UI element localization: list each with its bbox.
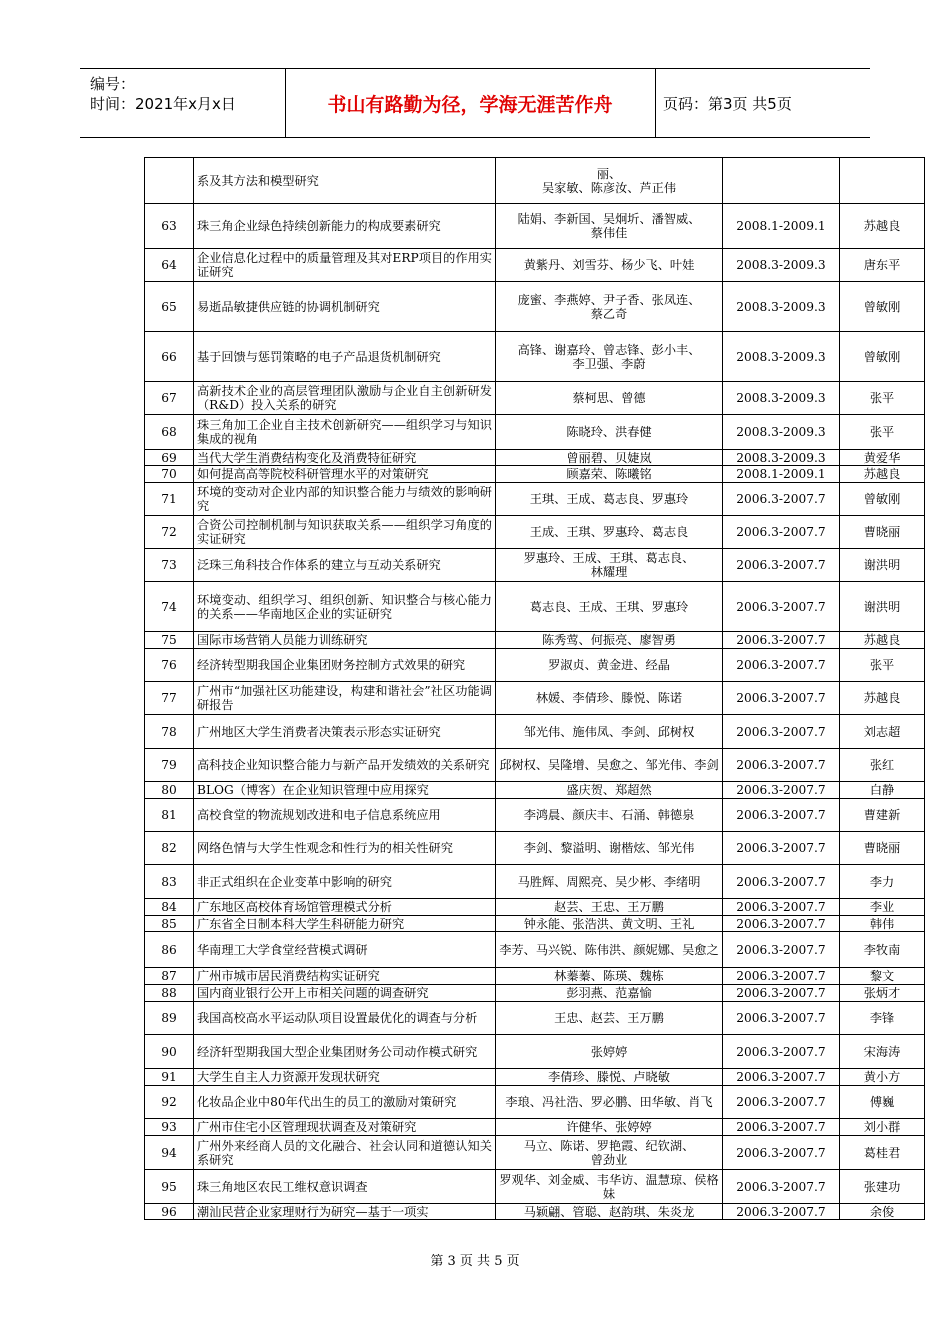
table-row	[145, 985, 925, 1002]
project-period: 2008.1-2009.1	[723, 466, 840, 483]
page-label: 页码：第3页 共5页	[663, 94, 792, 113]
project-members: 罗淑贞、黄金进、经晶	[496, 649, 723, 682]
project-lead: 曹晓丽	[840, 516, 925, 549]
project-lead: 黎文	[840, 968, 925, 985]
row-number: 73	[145, 549, 194, 582]
project-lead: 黄小方	[840, 1069, 925, 1086]
row-number: 77	[145, 682, 194, 715]
project-title: 系及其方法和模型研究	[194, 158, 496, 204]
project-members: 罗惠玲、王成、王琪、葛志良、 林耀理	[496, 549, 723, 582]
row-number: 79	[145, 749, 194, 782]
project-members: 葛志良、王成、王琪、罗惠玲	[496, 582, 723, 632]
project-members: 丽、 吴家敏、陈彦汝、芦正伟	[496, 158, 723, 204]
project-title: 高新技术企业的高层管理团队激励与企业自主创新研发（R&D）投入关系的研究	[194, 382, 496, 415]
row-number: 76	[145, 649, 194, 682]
table-row	[145, 466, 925, 483]
project-members: 李琅、冯社浩、罗必鹏、田华敏、肖飞	[496, 1086, 723, 1119]
project-members: 彭羽燕、范嘉愉	[496, 985, 723, 1002]
project-title: 基于回馈与惩罚策略的电子产品退货机制研究	[194, 332, 496, 382]
project-title: 化妆品企业中80年代出生的员工的激励对策研究	[194, 1086, 496, 1119]
project-members: 林蓁蓁、陈瑛、魏栋	[496, 968, 723, 985]
project-lead: 余俊	[840, 1204, 925, 1220]
table-row	[145, 649, 925, 682]
project-lead: 曾敏刚	[840, 282, 925, 332]
project-title: 珠三角加工企业自主技术创新研究——组织学习与知识集成的视角	[194, 415, 496, 450]
project-lead: 曾敏刚	[840, 483, 925, 516]
row-number	[145, 158, 194, 204]
project-title: 环境变动、组织学习、组织创新、知识整合与核心能力的关系——华南地区企业的实证研究	[194, 582, 496, 632]
project-members: 钟永能、张浩洪、黄文明、王礼	[496, 916, 723, 932]
project-period: 2006.3-2007.7	[723, 582, 840, 632]
project-title: 广州地区大学生消费者决策表示形态实证研究	[194, 715, 496, 749]
project-title: 广州市住宅小区管理现状调查及对策研究	[194, 1119, 496, 1136]
project-period: 2006.3-2007.7	[723, 916, 840, 932]
table-row	[145, 415, 925, 450]
row-number: 63	[145, 204, 194, 249]
row-number: 78	[145, 715, 194, 749]
project-period: 2006.3-2007.7	[723, 1035, 840, 1069]
table-row	[145, 1119, 925, 1136]
project-period: 2008.3-2009.3	[723, 415, 840, 450]
project-lead: 曹建新	[840, 799, 925, 832]
project-lead: 张平	[840, 415, 925, 450]
project-title: 我国高校高水平运动队项目设置最优化的调查与分析	[194, 1002, 496, 1035]
row-number: 66	[145, 332, 194, 382]
project-lead: 苏越良	[840, 466, 925, 483]
project-period: 2006.3-2007.7	[723, 899, 840, 916]
table-row	[145, 158, 925, 204]
table-row	[145, 1035, 925, 1069]
project-lead: 苏越良	[840, 682, 925, 715]
project-members: 李倩珍、滕悦、卢晓敏	[496, 1069, 723, 1086]
project-lead: 葛桂君	[840, 1136, 925, 1170]
project-members: 罗观华、刘金威、韦华访、温慧琼、侯格妹	[496, 1170, 723, 1204]
project-period: 2006.3-2007.7	[723, 1086, 840, 1119]
project-members: 马颖翩、管聪、赵韵琪、朱炎龙	[496, 1204, 723, 1220]
project-lead: 李锋	[840, 1002, 925, 1035]
page-footer: 第 3 页 共 5 页	[430, 1254, 520, 1269]
project-period: 2008.3-2009.3	[723, 382, 840, 415]
project-members: 王成、王琪、罗惠玲、葛志良	[496, 516, 723, 549]
table-row	[145, 749, 925, 782]
project-lead: 刘志超	[840, 715, 925, 749]
project-lead: 张炳才	[840, 985, 925, 1002]
row-number: 72	[145, 516, 194, 549]
project-period: 2006.3-2007.7	[723, 932, 840, 968]
project-members: 陆娟、李新国、吴炯圻、潘智威、 蔡伟佳	[496, 204, 723, 249]
project-title: 非正式组织在企业变革中影响的研究	[194, 865, 496, 899]
project-title: 潮汕民营企业家理财行为研究—基于一项实	[194, 1204, 496, 1220]
project-members: 许健华、张婷婷	[496, 1119, 723, 1136]
project-lead: 谢洪明	[840, 582, 925, 632]
project-period: 2006.3-2007.7	[723, 1204, 840, 1220]
project-table	[144, 157, 925, 1220]
project-lead: 李力	[840, 865, 925, 899]
project-period: 2006.3-2007.7	[723, 799, 840, 832]
project-members: 盛庆贺、郑超然	[496, 782, 723, 799]
table-row	[145, 632, 925, 649]
project-title: 环境的变动对企业内部的知识整合能力与绩效的影响研究	[194, 483, 496, 516]
project-period: 2006.3-2007.7	[723, 1002, 840, 1035]
project-period: 2006.3-2007.7	[723, 483, 840, 516]
table-row	[145, 382, 925, 415]
table-row	[145, 916, 925, 932]
project-title: 高校食堂的物流规划改进和电子信息系统应用	[194, 799, 496, 832]
project-members: 陈秀莺、何振亮、廖智勇	[496, 632, 723, 649]
project-period	[723, 158, 840, 204]
project-title: 如何提高高等院校科研管理水平的对策研究	[194, 466, 496, 483]
row-number: 65	[145, 282, 194, 332]
row-number: 94	[145, 1136, 194, 1170]
project-lead: 曾敏刚	[840, 332, 925, 382]
project-title: 广州市城市居民消费结构实证研究	[194, 968, 496, 985]
project-lead: 刘小群	[840, 1119, 925, 1136]
project-period: 2008.1-2009.1	[723, 204, 840, 249]
table-row	[145, 1069, 925, 1086]
table-row	[145, 204, 925, 249]
project-members: 邹光伟、施伟凤、李剑、邱树权	[496, 715, 723, 749]
project-period: 2008.3-2009.3	[723, 282, 840, 332]
project-lead: 韩伟	[840, 916, 925, 932]
project-title: 大学生自主人力资源开发现状研究	[194, 1069, 496, 1086]
project-period: 2006.3-2007.7	[723, 782, 840, 799]
project-lead: 苏越良	[840, 632, 925, 649]
table-row	[145, 332, 925, 382]
table-row	[145, 1204, 925, 1220]
motto: 书山有路勤为径，学海无涯苦作舟	[285, 69, 656, 137]
project-title: 广州外来经商人员的文化融合、社会认同和道德认知关系研究	[194, 1136, 496, 1170]
project-members: 张婷婷	[496, 1035, 723, 1069]
project-title: 华南理工大学食堂经营模式调研	[194, 932, 496, 968]
project-lead: 白静	[840, 782, 925, 799]
project-title: 经济轩型期我国大型企业集团财务公司动作模式研究	[194, 1035, 496, 1069]
project-period: 2008.3-2009.3	[723, 450, 840, 466]
project-lead: 黄爱华	[840, 450, 925, 466]
table-row	[145, 899, 925, 916]
project-title: 广东地区高校体育场馆管理模式分析	[194, 899, 496, 916]
number-label: 编号：	[90, 75, 136, 93]
row-number: 93	[145, 1119, 194, 1136]
project-period: 2008.3-2009.3	[723, 249, 840, 282]
project-lead: 傅巍	[840, 1086, 925, 1119]
project-members: 黄紫丹、刘雪芬、杨少飞、叶娃	[496, 249, 723, 282]
project-members: 曾丽碧、贝婕岚	[496, 450, 723, 466]
project-lead: 唐东平	[840, 249, 925, 282]
project-lead: 张平	[840, 649, 925, 682]
table-row	[145, 582, 925, 632]
row-number: 84	[145, 899, 194, 916]
project-title: 泛珠三角科技合作体系的建立与互动关系研究	[194, 549, 496, 582]
project-period: 2006.3-2007.7	[723, 632, 840, 649]
project-title: 网络色情与大学生性观念和性行为的相关性研究	[194, 832, 496, 865]
row-number: 90	[145, 1035, 194, 1069]
project-lead	[840, 158, 925, 204]
header-meta	[80, 69, 286, 137]
row-number: 70	[145, 466, 194, 483]
project-lead: 苏越良	[840, 204, 925, 249]
project-period: 2006.3-2007.7	[723, 749, 840, 782]
project-title: BLOG（博客）在企业知识管理中应用探究	[194, 782, 496, 799]
table-row	[145, 282, 925, 332]
row-number: 74	[145, 582, 194, 632]
row-number: 85	[145, 916, 194, 932]
row-number: 75	[145, 632, 194, 649]
project-title: 当代大学生消费结构变化及消费特征研究	[194, 450, 496, 466]
project-period: 2006.3-2007.7	[723, 715, 840, 749]
project-period: 2006.3-2007.7	[723, 549, 840, 582]
table-row	[145, 249, 925, 282]
project-lead: 宋海涛	[840, 1035, 925, 1069]
project-title: 高科技企业知识整合能力与新产品开发绩效的关系研究	[194, 749, 496, 782]
project-lead: 李业	[840, 899, 925, 916]
project-members: 马立、陈诺、罗艳霞、纪钦湖、 曾劲业	[496, 1136, 723, 1170]
table-row	[145, 516, 925, 549]
project-period: 2006.3-2007.7	[723, 832, 840, 865]
project-period: 2006.3-2007.7	[723, 682, 840, 715]
row-number: 83	[145, 865, 194, 899]
row-number: 89	[145, 1002, 194, 1035]
project-title: 广州市“加强社区功能建设，构建和谐社会”社区功能调研报告	[194, 682, 496, 715]
table-row	[145, 799, 925, 832]
project-members: 庞蜜、李燕婷、尹子香、张凤连、 蔡乙奇	[496, 282, 723, 332]
table-row	[145, 1170, 925, 1204]
project-period: 2006.3-2007.7	[723, 1119, 840, 1136]
project-lead: 张平	[840, 382, 925, 415]
project-period: 2006.3-2007.7	[723, 1170, 840, 1204]
row-number: 92	[145, 1086, 194, 1119]
project-title: 合资公司控制机制与知识获取关系——组织学习角度的实证研究	[194, 516, 496, 549]
row-number: 68	[145, 415, 194, 450]
project-period: 2006.3-2007.7	[723, 1136, 840, 1170]
project-period: 2006.3-2007.7	[723, 968, 840, 985]
project-members: 顾嘉荣、陈曦铭	[496, 466, 723, 483]
project-title: 广东省全日制本科大学生科研能力研究	[194, 916, 496, 932]
table-row	[145, 715, 925, 749]
project-title: 珠三角企业绿色持续创新能力的构成要素研究	[194, 204, 496, 249]
table-row	[145, 968, 925, 985]
row-number: 95	[145, 1170, 194, 1204]
table-row	[145, 1086, 925, 1119]
table-row	[145, 549, 925, 582]
project-title: 国内商业银行公开上市相关问题的调查研究	[194, 985, 496, 1002]
row-number: 86	[145, 932, 194, 968]
row-number: 82	[145, 832, 194, 865]
project-title: 企业信息化过程中的质量管理及其对ERP项目的作用实证研究	[194, 249, 496, 282]
row-number: 64	[145, 249, 194, 282]
project-members: 赵芸、王忠、王万鹏	[496, 899, 723, 916]
row-number: 96	[145, 1204, 194, 1220]
table-row	[145, 682, 925, 715]
row-number: 88	[145, 985, 194, 1002]
table-row	[145, 782, 925, 799]
table-row	[145, 450, 925, 466]
row-number: 91	[145, 1069, 194, 1086]
table-row	[145, 483, 925, 516]
project-members: 王琪、王成、葛志良、罗惠玲	[496, 483, 723, 516]
project-lead: 张建功	[840, 1170, 925, 1204]
time-label: 时间：2021年x月x日	[90, 95, 236, 113]
project-title: 珠三角地区农民工维权意识调查	[194, 1170, 496, 1204]
project-members: 邱树权、吴隆增、吴愈之、邹光伟、李剑	[496, 749, 723, 782]
project-period: 2008.3-2009.3	[723, 332, 840, 382]
project-title: 易逝品敏捷供应链的协调机制研究	[194, 282, 496, 332]
row-number: 80	[145, 782, 194, 799]
table-row	[145, 832, 925, 865]
table-row	[145, 932, 925, 968]
table-row	[145, 1136, 925, 1170]
project-members: 马胜辉、周熙亮、吴少彬、李绪明	[496, 865, 723, 899]
project-lead: 张红	[840, 749, 925, 782]
project-members: 林媛、李倩珍、滕悦、陈诺	[496, 682, 723, 715]
project-lead: 李牧南	[840, 932, 925, 968]
project-title: 国际市场营销人员能力训练研究	[194, 632, 496, 649]
row-number: 71	[145, 483, 194, 516]
table-row	[145, 1002, 925, 1035]
project-period: 2006.3-2007.7	[723, 649, 840, 682]
row-number: 69	[145, 450, 194, 466]
row-number: 81	[145, 799, 194, 832]
project-members: 高锋、谢嘉玲、曾志锋、彭小丰、 李卫强、李蔚	[496, 332, 723, 382]
project-lead: 曹晓丽	[840, 832, 925, 865]
project-period: 2006.3-2007.7	[723, 865, 840, 899]
project-members: 李芳、马兴锐、陈伟洪、颜妮娜、吴愈之	[496, 932, 723, 968]
project-period: 2006.3-2007.7	[723, 1069, 840, 1086]
project-title: 经济转型期我国企业集团财务控制方式效果的研究	[194, 649, 496, 682]
page-header	[80, 68, 870, 138]
project-members: 李剑、黎溢明、谢楷炫、邹光伟	[496, 832, 723, 865]
project-members: 李鸿晨、颜庆丰、石涌、韩德泉	[496, 799, 723, 832]
row-number: 87	[145, 968, 194, 985]
project-lead: 谢洪明	[840, 549, 925, 582]
project-period: 2006.3-2007.7	[723, 516, 840, 549]
row-number: 67	[145, 382, 194, 415]
project-period: 2006.3-2007.7	[723, 985, 840, 1002]
project-members: 蔡柯思、曾德	[496, 382, 723, 415]
project-members: 陈晓玲、洪春健	[496, 415, 723, 450]
project-members: 王忠、赵芸、王万鹏	[496, 1002, 723, 1035]
table-row	[145, 865, 925, 899]
